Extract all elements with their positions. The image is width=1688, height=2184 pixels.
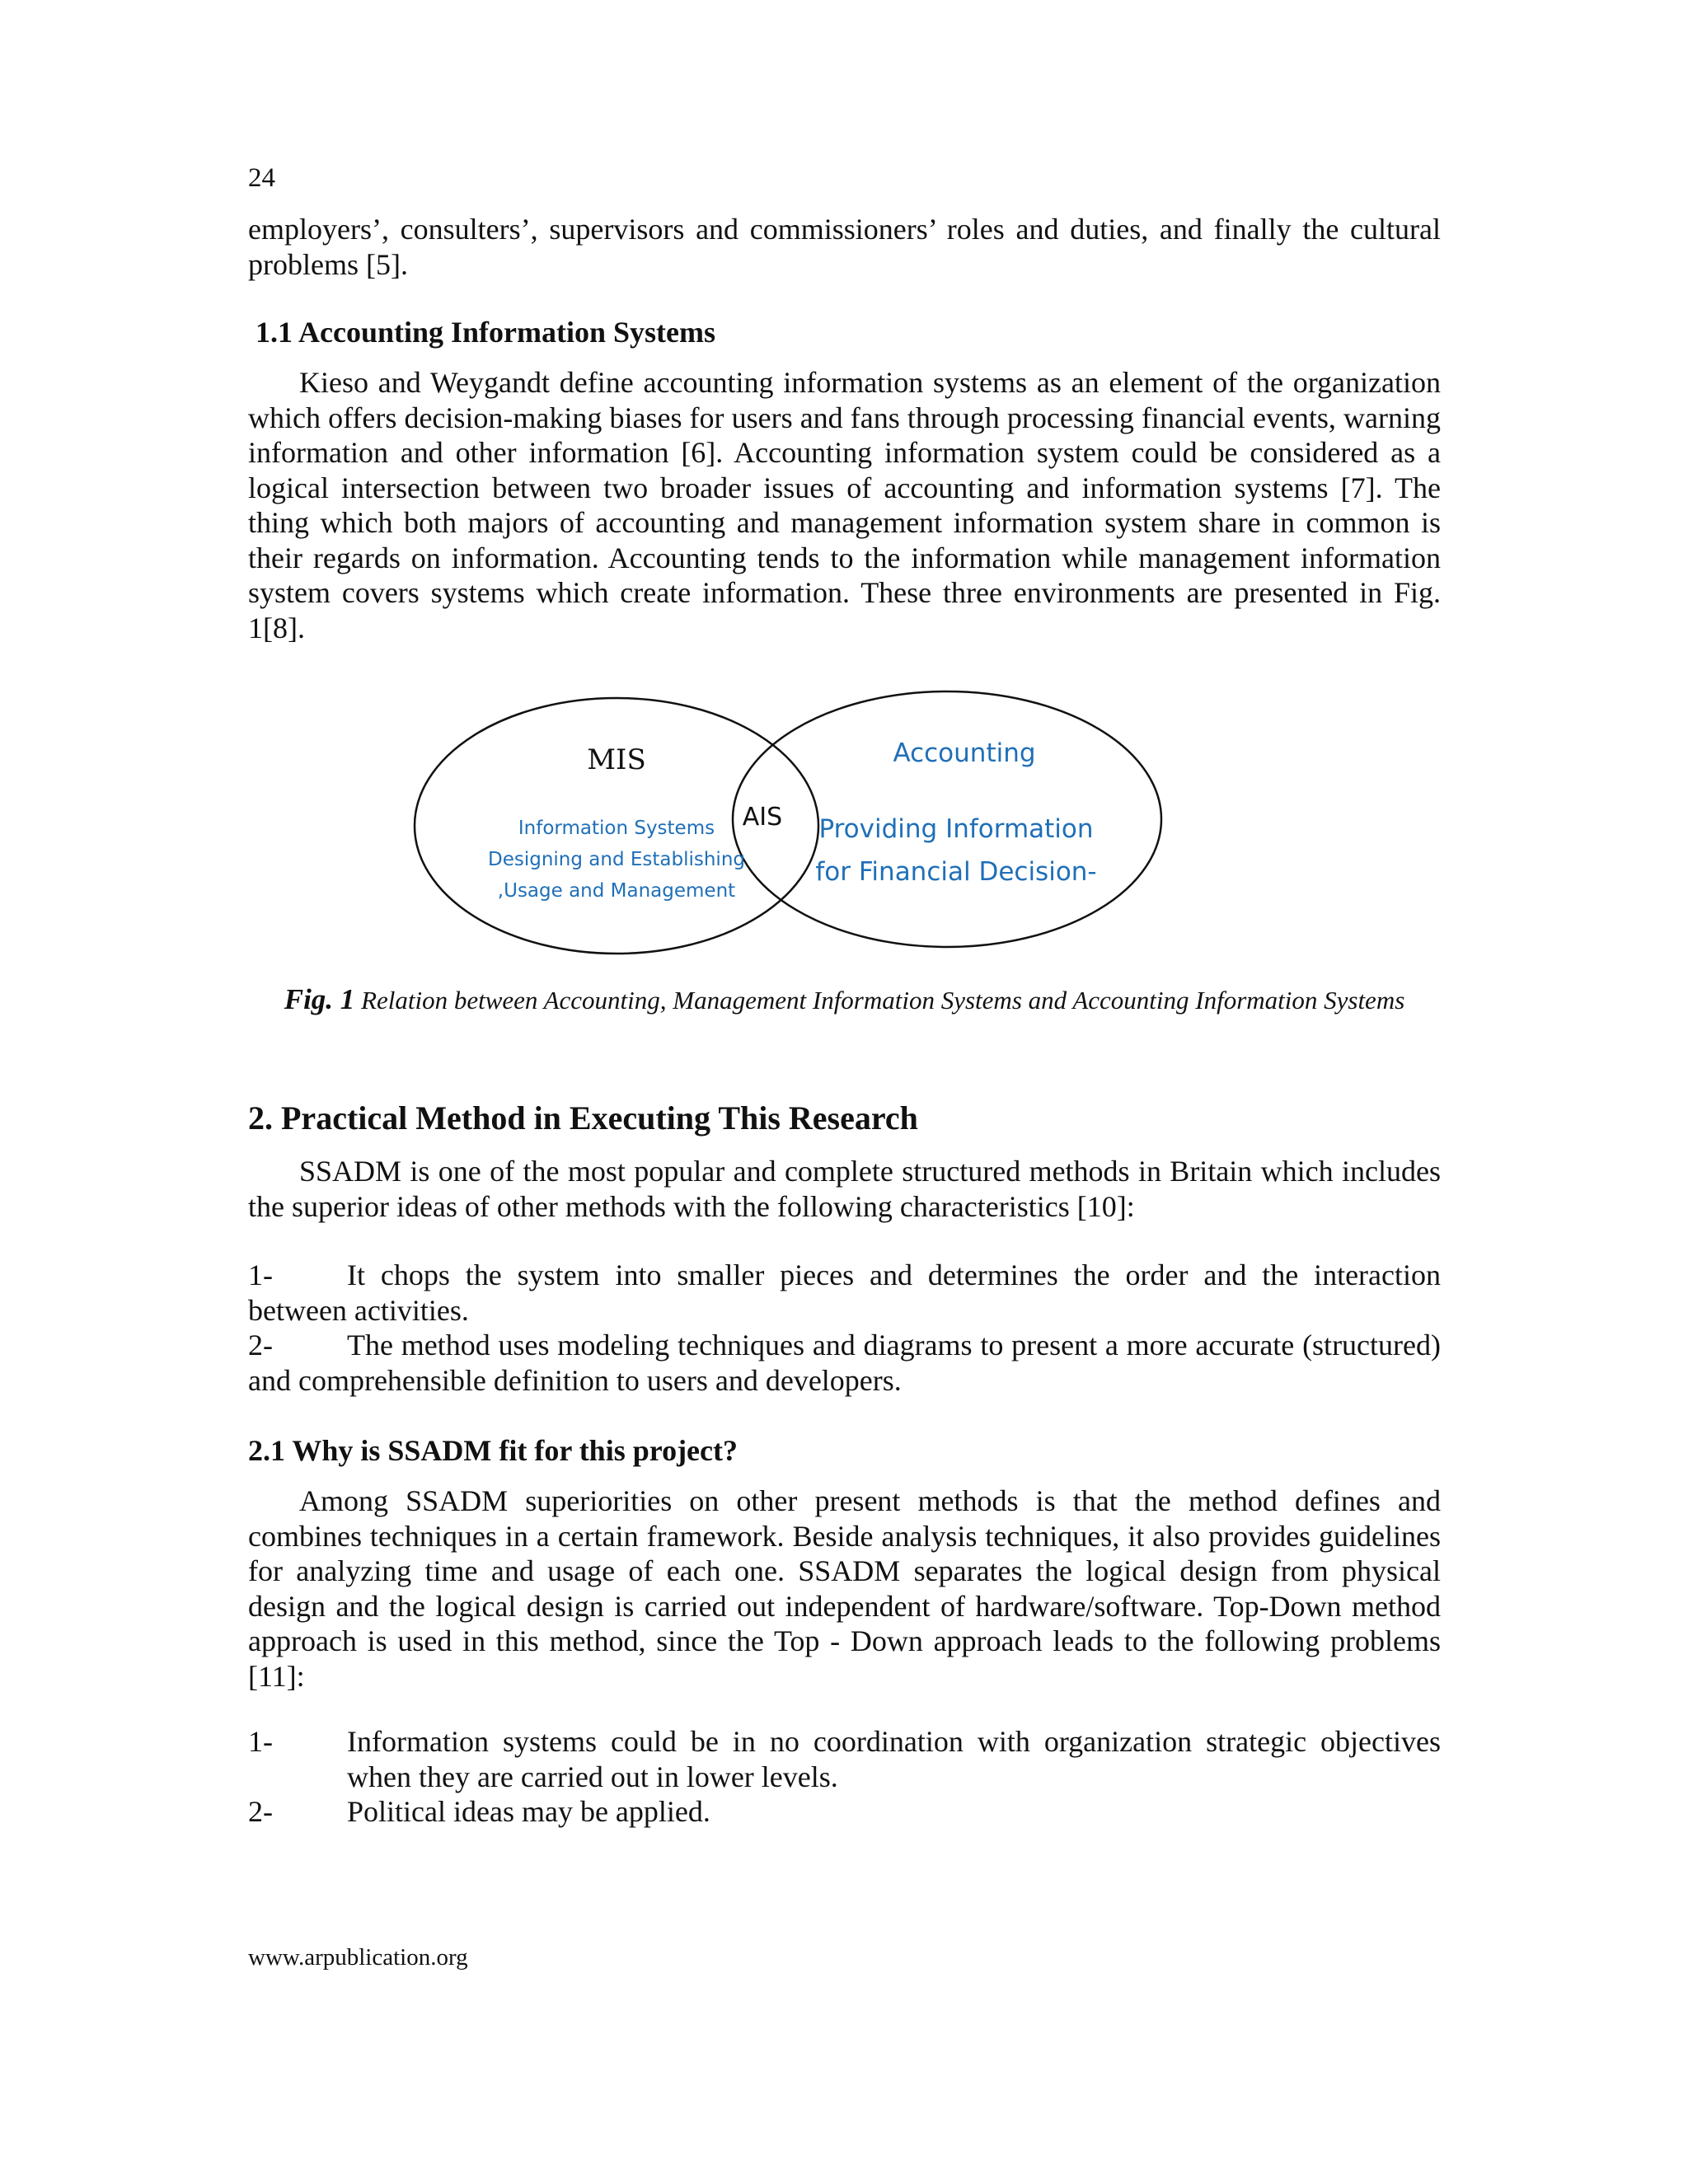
page-number: 24 <box>248 163 275 193</box>
ais-label: AIS <box>742 803 783 832</box>
list-item-number: 1- <box>248 1725 273 1758</box>
mis-label: MIS <box>587 743 646 776</box>
section-1-1-heading: 1.1 Accounting Information Systems <box>256 316 716 349</box>
figure-caption-label: Fig. 1 <box>284 983 355 1015</box>
figure-caption <box>248 982 1441 1017</box>
mis-line-2: Designing and Establishing <box>487 849 745 870</box>
list-item-number: 2- <box>248 1795 273 1828</box>
list-item-text: It chops the system into smaller pieces and determines the order and the interaction between activities. <box>248 1258 1441 1327</box>
mis-line-1: Information Systems <box>518 818 715 839</box>
list-item <box>248 1724 1441 1794</box>
list-item <box>248 1794 1441 1830</box>
list-item <box>248 1328 1441 1398</box>
list-item-text: Political ideas may be applied. <box>347 1795 710 1828</box>
section-2-paragraph: SSADM is one of the most popular and complete structured methods in Britain which includes the superior ideas of other methods with the following characteristics [10]: <box>248 1155 1441 1223</box>
section-2-1-heading: 2.1 Why is SSADM fit for this project? <box>248 1434 738 1467</box>
list-item-number: 1- <box>248 1258 273 1291</box>
accounting-line-1: Providing Information <box>818 814 1094 844</box>
section-1-1-paragraph: Kieso and Weygandt define accounting information systems as an element of the organization which offers decision-making biases for users and fans through processing financial events, warning information and other information [6]. Accounting information system could be considered as a logical intersection between two broader issues of accounting and information systems [7]. The thing which both majors of accounting and management information system share in common is their regards on information. Accounting tends to the information while management information system covers systems which create information. These three environments are presented in Fig. 1[8]. <box>248 366 1441 644</box>
list-item-text: Information systems could be in no coordination with organization strategic objectives when they are carried out in lower levels. <box>347 1725 1441 1793</box>
mis-line-3: ,Usage and Management <box>497 880 736 902</box>
accounting-label: Accounting <box>893 738 1036 768</box>
list-item <box>248 1258 1441 1328</box>
figure-caption-text: Relation between Accounting, Management Information Systems and Accounting Information Systems <box>361 986 1405 1015</box>
footer-url: www.arpublication.org <box>248 1944 468 1971</box>
section-2-1-paragraph: Among SSADM superiorities on other present methods is that the method defines and combines techniques in a certain framework. Beside analysis techniques, it also provides guidelines for analyzing time and usage of each one. SSADM separates the logical design from physical design and the logical design is carried out independent of hardware/software. Top-Down method approach is used in this method, since the Top - Down approach leads to the following problems [11]: <box>248 1484 1441 1693</box>
accounting-line-2: for Financial Decision- <box>815 857 1097 887</box>
intro-continuation: employers’, consulters’, supervisors and commissioners’ roles and duties, and finally the cultural problems [5]. <box>248 213 1441 281</box>
venn-diagram <box>410 687 1169 959</box>
list-item-text: The method uses modeling techniques and diagrams to present a more accurate (structured) and comprehensible definition to users and developers. <box>248 1329 1441 1397</box>
list-item-number: 2- <box>248 1329 273 1361</box>
section-2-heading: 2. Practical Method in Executing This Research <box>248 1099 918 1137</box>
